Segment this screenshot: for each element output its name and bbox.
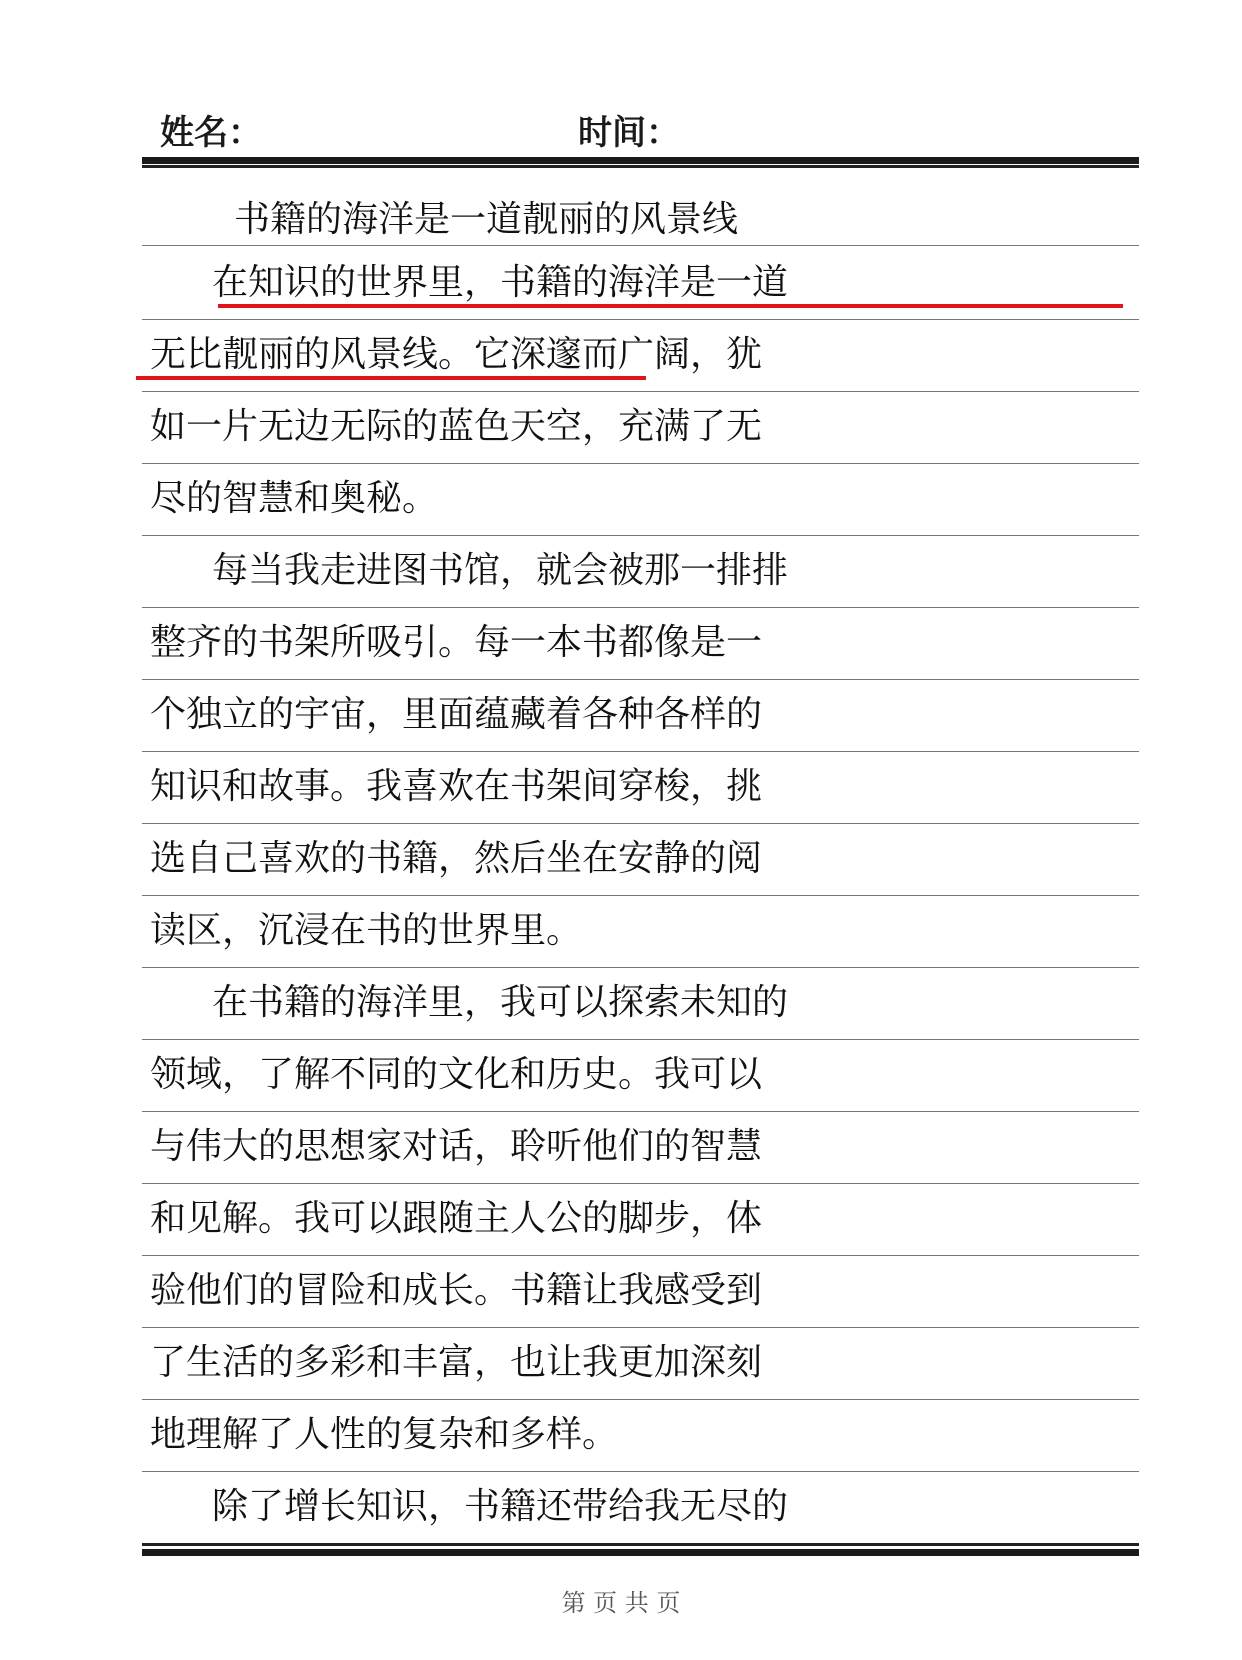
essay-line: 个独立的宇宙，里面蕴藏着各种各样的 bbox=[150, 694, 763, 735]
bottom-rule bbox=[142, 1549, 1139, 1556]
essay-line: 知识和故事。我喜欢在书架间穿梭，挑 bbox=[150, 766, 763, 807]
essay-line: 地理解了人性的复杂和多样。 bbox=[150, 1414, 619, 1455]
essay-line: 选自己喜欢的书籍，然后坐在安静的阅 bbox=[150, 838, 763, 879]
essay-line: 在知识的世界里，书籍的海洋是一道 bbox=[212, 262, 789, 303]
grid-line bbox=[142, 245, 1139, 246]
essay-line: 每当我走进图书馆，就会被那一排排 bbox=[212, 550, 789, 591]
essay-line: 如一片无边无际的蓝色天空，充满了无 bbox=[150, 406, 763, 447]
essay-line: 读区，沉浸在书的世界里。 bbox=[150, 910, 583, 951]
essay-line: 除了增长知识，书籍还带给我无尽的 bbox=[212, 1486, 789, 1527]
name-label: 姓名： bbox=[160, 113, 262, 153]
time-label: 时间： bbox=[578, 113, 680, 153]
top-rule-thin bbox=[142, 165, 1139, 168]
essay-line: 整齐的书架所吸引。每一本书都像是一 bbox=[150, 622, 763, 663]
essay-line: 和见解。我可以跟随主人公的脚步，体 bbox=[150, 1198, 763, 1239]
essay-line: 在书籍的海洋里，我可以探索未知的 bbox=[212, 982, 789, 1023]
essay-line: 与伟大的思想家对话，聆听他们的智慧 bbox=[150, 1126, 763, 1167]
red-underline bbox=[218, 304, 1123, 308]
page-footer: 第 页 共 页 bbox=[561, 1589, 681, 1617]
essay-title: 书籍的海洋是一道靓丽的风景线 bbox=[234, 199, 739, 240]
bottom-rule-thin bbox=[142, 1543, 1139, 1546]
essay-line: 了生活的多彩和丰富，也让我更加深刻 bbox=[150, 1342, 763, 1383]
essay-line: 领域，了解不同的文化和历史。我可以 bbox=[150, 1054, 763, 1095]
essay-line: 验他们的冒险和成长。书籍让我感受到 bbox=[150, 1270, 763, 1311]
red-underline bbox=[136, 376, 646, 380]
essay-line: 无比靓丽的风景线。它深邃而广阔，犹 bbox=[150, 334, 763, 375]
essay-line: 尽的智慧和奥秘。 bbox=[150, 478, 439, 519]
top-rule bbox=[142, 157, 1139, 164]
